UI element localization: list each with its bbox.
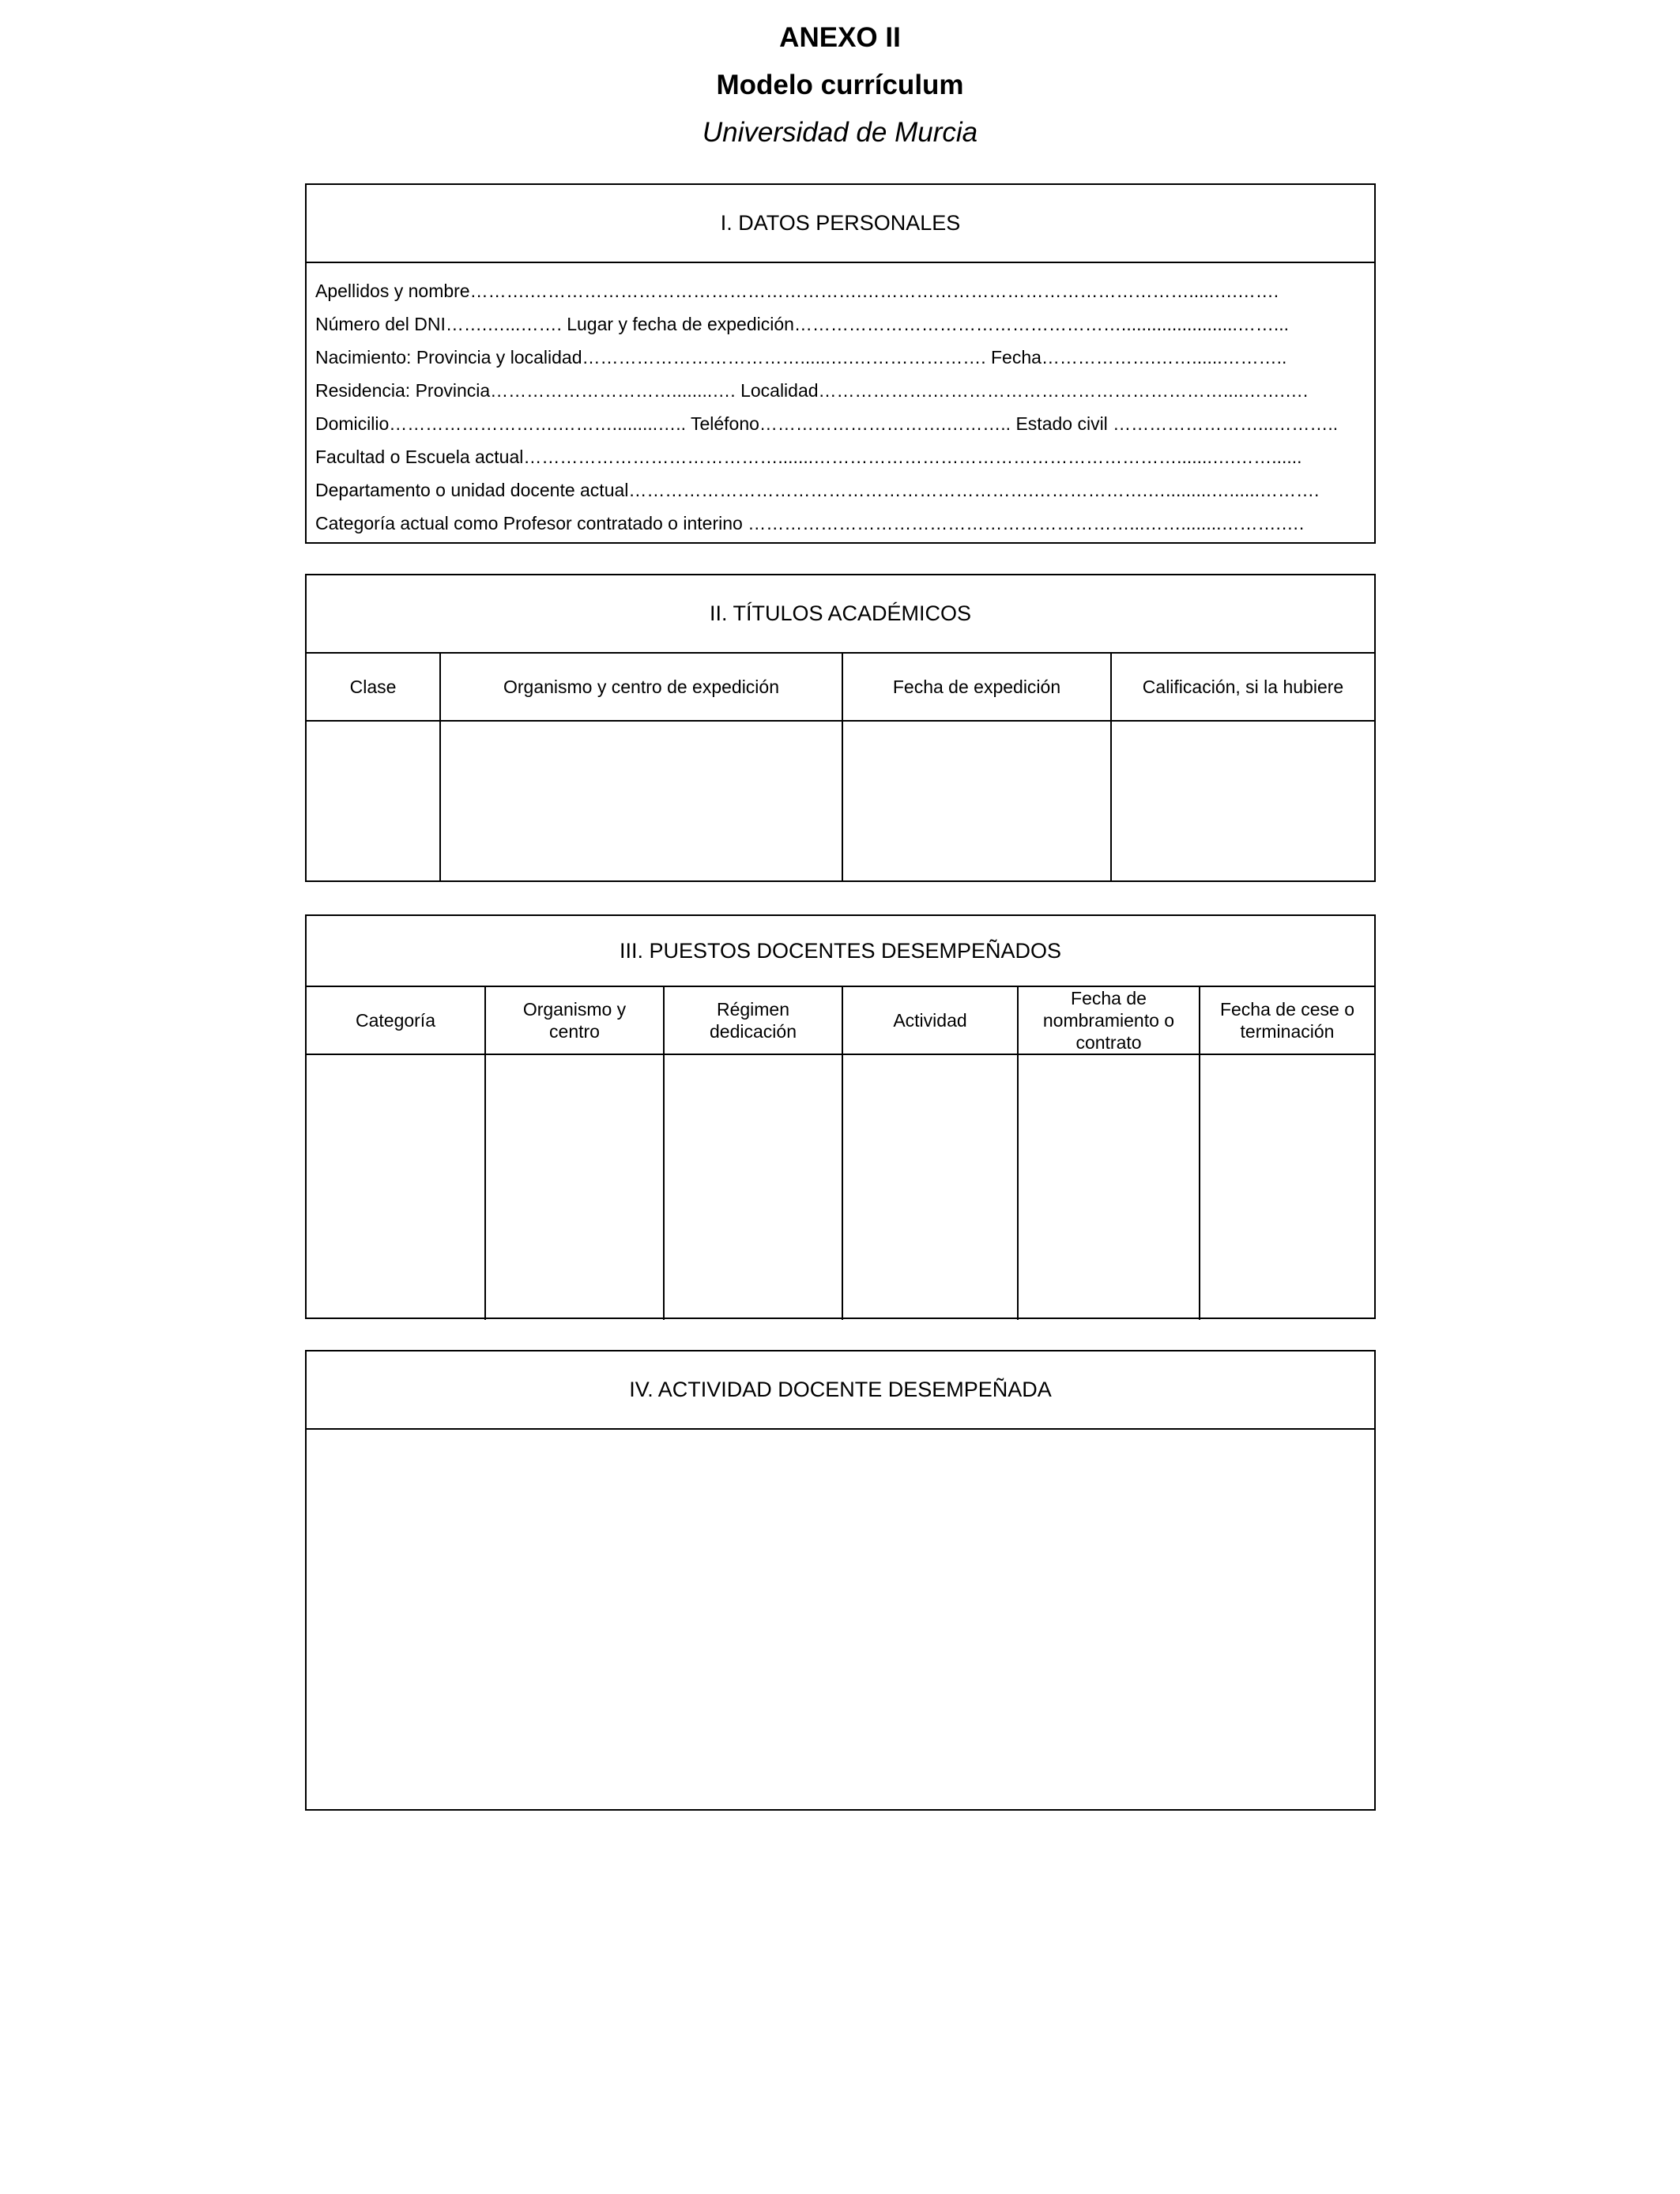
field-faculty[interactable]: Facultad o Escuela actual…………………………………….......…………………………………………………….......….……...... xyxy=(315,447,1302,467)
field-name[interactable]: Apellidos y nombre……….……………………………………………….……………………………………………….....….……. xyxy=(315,281,1279,301)
column-header: Actividad xyxy=(842,987,1018,1054)
column-header: Categoría xyxy=(307,987,485,1054)
section-title: IV. ACTIVIDAD DOCENTE DESEMPEÑADA xyxy=(307,1351,1374,1430)
table-cell[interactable] xyxy=(842,1054,1018,1320)
section-teaching-positions xyxy=(305,914,1376,1319)
table-cell[interactable] xyxy=(485,1054,664,1320)
university-name: Universidad de Murcia xyxy=(702,117,978,148)
annex-heading: ANEXO II xyxy=(779,22,901,53)
section-title: III. PUESTOS DOCENTES DESEMPEÑADOS xyxy=(307,916,1374,987)
section-academic-titles xyxy=(305,574,1376,882)
column-header: Organismo y centro xyxy=(485,987,664,1054)
column-header: Régimen dedicación xyxy=(664,987,842,1054)
table-cell[interactable] xyxy=(842,721,1111,882)
document-title: Modelo currículum xyxy=(716,70,964,100)
personal-data-fields xyxy=(307,263,1374,540)
table-cell[interactable] xyxy=(664,1054,842,1320)
column-header: Fecha de expedición xyxy=(842,654,1111,721)
teaching-positions-table xyxy=(307,987,1374,1320)
section-title: I. DATOS PERSONALES xyxy=(307,185,1374,263)
column-header: Fecha de nombramiento o contrato xyxy=(1018,987,1200,1054)
field-category[interactable]: Categoría actual como Profesor contratado o interino ………………………………………………………...……........……….…. xyxy=(315,513,1305,533)
table-cell[interactable] xyxy=(307,721,440,882)
section-teaching-activity xyxy=(305,1350,1376,1811)
table-cell[interactable] xyxy=(1111,721,1374,882)
table-cell[interactable] xyxy=(1200,1054,1374,1320)
field-department[interactable]: Departamento o unidad docente actual………………………………………………………….……………….….........…......………. xyxy=(315,480,1320,500)
field-birth[interactable]: Nacimiento: Provincia y localidad………………………………......….…………………. Fecha……………….……......……….. xyxy=(315,347,1287,368)
table-cell[interactable] xyxy=(1018,1054,1200,1320)
field-dni[interactable]: Número del DNI…….…...……. Lugar y fecha de expedición……………………………………………….......................……... xyxy=(315,314,1290,334)
table-cell[interactable] xyxy=(307,1054,485,1320)
table-cell[interactable] xyxy=(440,721,842,882)
section-personal-data xyxy=(305,183,1376,544)
field-residence[interactable]: Residencia: Provincia…………………………........…. Localidad……………….…………………………………………....…….…. xyxy=(315,380,1309,401)
academic-titles-table xyxy=(307,654,1374,882)
field-address[interactable]: Domicilio……………………….……….........….. Teléfono………………………….……….. Estado civil ……………………...……….. xyxy=(315,413,1339,434)
teaching-activity-area[interactable] xyxy=(307,1430,1374,1809)
section-title: II. TÍTULOS ACADÉMICOS xyxy=(307,575,1374,654)
column-header: Clase xyxy=(307,654,440,721)
column-header: Organismo y centro de expedición xyxy=(440,654,842,721)
column-header: Fecha de cese o terminación xyxy=(1200,987,1374,1054)
column-header: Calificación, si la hubiere xyxy=(1111,654,1374,721)
